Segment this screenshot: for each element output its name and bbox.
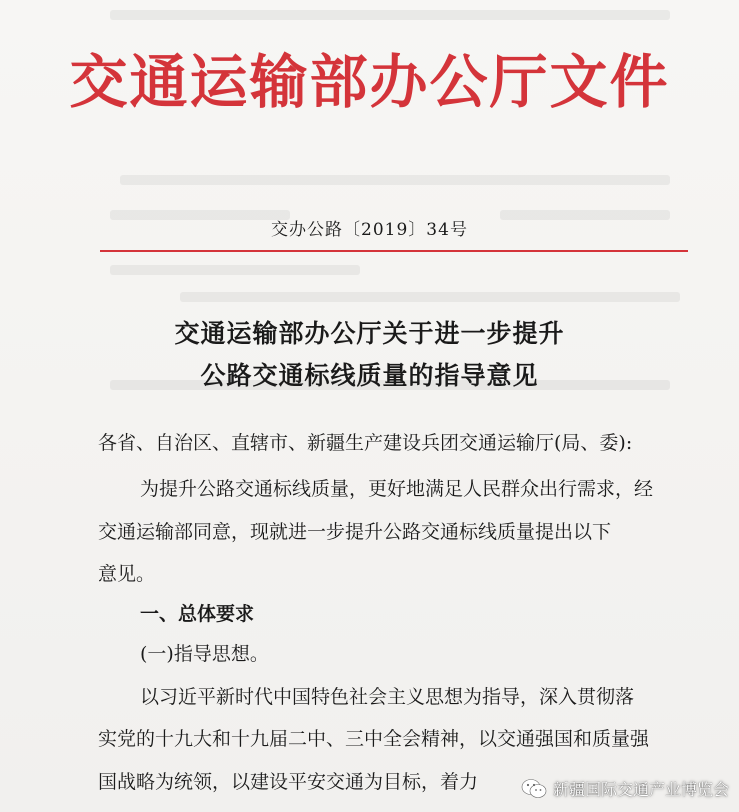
bleed-through-mark (180, 292, 680, 302)
bleed-through-mark (110, 265, 360, 275)
paragraph1-line3: 意见。 (98, 563, 156, 585)
salutation: 各省、自治区、直辖市、新疆生产建设兵团交通运输厅(局、委): (98, 432, 633, 454)
subsection-heading: (一)指导思想。 (140, 643, 269, 665)
paragraph2-line3: 国战略为统领，以建设平安交通为目标，着力 (98, 771, 479, 793)
wechat-icon (521, 778, 547, 800)
document-number: 交办公路〔2019〕34号 (271, 220, 468, 240)
watermark-text: 新疆国际交通产业博览会 (552, 780, 729, 799)
paragraph2-line1: 以习近平新时代中国特色社会主义思想为指导，深入贯彻落 (140, 686, 635, 708)
paragraph1-line1: 为提升公路交通标线质量，更好地满足人民群众出行需求，经 (140, 478, 654, 500)
bleed-through-mark (110, 10, 670, 20)
document-title-line2: 公路交通标线质量的指导意见 (200, 361, 539, 390)
paragraph2-line2: 实党的十九大和十九届二中、三中全会精神，以交通强国和质量强 (98, 728, 650, 750)
paragraph1-line2: 交通运输部同意，现就进一步提升公路交通标线质量提出以下 (98, 521, 612, 543)
red-divider-line (100, 250, 688, 252)
section-heading: 一、总体要求 (140, 603, 255, 625)
document-title-line1: 交通运输部办公厅关于进一步提升 (174, 319, 565, 348)
letterhead: 交通运输部办公厅文件 (69, 48, 670, 116)
bleed-through-mark (120, 175, 670, 185)
wechat-watermark (521, 777, 729, 800)
